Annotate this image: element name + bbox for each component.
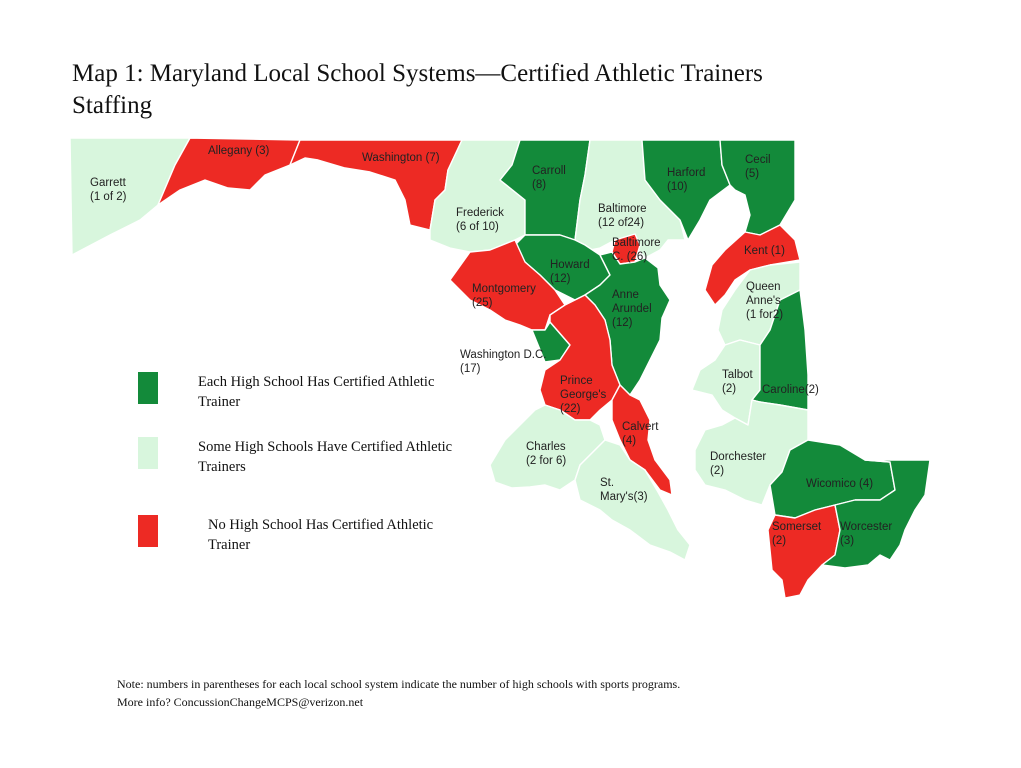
- county-label-line: (1 of 2): [90, 191, 127, 203]
- county-label-line: Caroline(2): [762, 384, 819, 396]
- county-garrett[interactable]: [70, 138, 190, 255]
- county-label-line: (2 for 6): [526, 455, 567, 467]
- legend-swatch-some: [138, 437, 158, 469]
- county-label-line: (12): [550, 273, 571, 285]
- county-label-line: Dorchester: [710, 451, 767, 463]
- county-label-line: St.: [600, 477, 615, 489]
- county-somerset[interactable]: [768, 505, 840, 598]
- legend-swatch-none: [138, 515, 158, 547]
- county-label-line: Talbot: [722, 369, 753, 381]
- county-label-line: Washington D.C.: [460, 349, 547, 361]
- county-label-line: (5): [745, 168, 760, 180]
- county-label-line: Baltimore: [612, 237, 661, 249]
- county-label-line: (2): [722, 383, 737, 395]
- county-label-line: Calvert: [622, 421, 659, 433]
- county-label-line: (17): [460, 363, 481, 375]
- county-label-line: Montgomery: [472, 283, 536, 295]
- county-label-line: (12 of24): [598, 217, 645, 229]
- legend-label-some: Some High Schools Have Certified Athletic Trainers: [198, 439, 453, 475]
- county-label-line: Anne's: [746, 295, 781, 307]
- county-label-line: Garrett: [90, 177, 126, 189]
- county-label-line: Worcester: [840, 521, 893, 533]
- legend-swatch-all: [138, 372, 158, 404]
- county-label-line: Frederick: [456, 207, 504, 219]
- label-washington: [362, 152, 440, 164]
- label-washington-dc: [460, 349, 547, 375]
- county-label-line: Washington (7): [362, 152, 440, 164]
- county-label-line: Prince: [560, 375, 593, 387]
- county-label-line: (12): [612, 317, 633, 329]
- footnote-line-1: Note: numbers in parentheses for each local school system indicate the number of high schools with sports programs.: [117, 677, 681, 691]
- county-label-line: (25): [472, 297, 493, 309]
- county-label-line: Mary's(3): [600, 491, 648, 503]
- county-label-line: Howard: [550, 259, 590, 271]
- county-label-line: (1 for2): [746, 309, 784, 321]
- county-label-line: Queen: [746, 281, 781, 293]
- label-caroline: [762, 384, 819, 396]
- county-label-line: Kent (1): [744, 245, 785, 257]
- county-label-line: Charles: [526, 441, 566, 453]
- footnote: [117, 675, 877, 711]
- footnote-line-2: More info? ConcussionChangeMCPS@verizon.net: [117, 695, 364, 709]
- label-kent: [744, 245, 785, 257]
- county-label-line: Baltimore: [598, 203, 647, 215]
- county-label-line: (2): [710, 465, 725, 477]
- county-label-line: Allegany (3): [208, 145, 270, 157]
- county-label-line: (6 of 10): [456, 221, 499, 233]
- county-label-line: Somerset: [772, 521, 822, 533]
- label-wicomico: [806, 478, 873, 490]
- county-label-line: Cecil: [745, 154, 771, 166]
- county-label-line: Harford: [667, 167, 706, 179]
- label-allegany: [208, 145, 270, 157]
- label-queen-annes: [746, 281, 783, 321]
- county-label-line: (3): [840, 535, 855, 547]
- county-label-line: Arundel: [612, 303, 652, 315]
- county-label-line: (8): [532, 179, 547, 191]
- county-label-line: C. (26): [612, 251, 648, 263]
- legend-label-all: Each High School Has Certified Athletic Trainer: [198, 374, 435, 410]
- county-label-line: (22): [560, 403, 581, 415]
- county-label-line: (4): [622, 435, 637, 447]
- county-label-line: Carroll: [532, 165, 566, 177]
- county-label-line: Wicomico (4): [806, 478, 874, 490]
- county-label-line: (2): [772, 535, 787, 547]
- county-label-line: Anne: [612, 289, 639, 301]
- map-title: Map 1: Maryland Local School Systems—Certified Athletic Trainers Staffing: [72, 60, 763, 119]
- county-label-line: (10): [667, 181, 688, 193]
- legend-label-none: No High School Has Certified Athletic Trainer: [208, 517, 434, 553]
- county-label-line: George's: [560, 389, 607, 401]
